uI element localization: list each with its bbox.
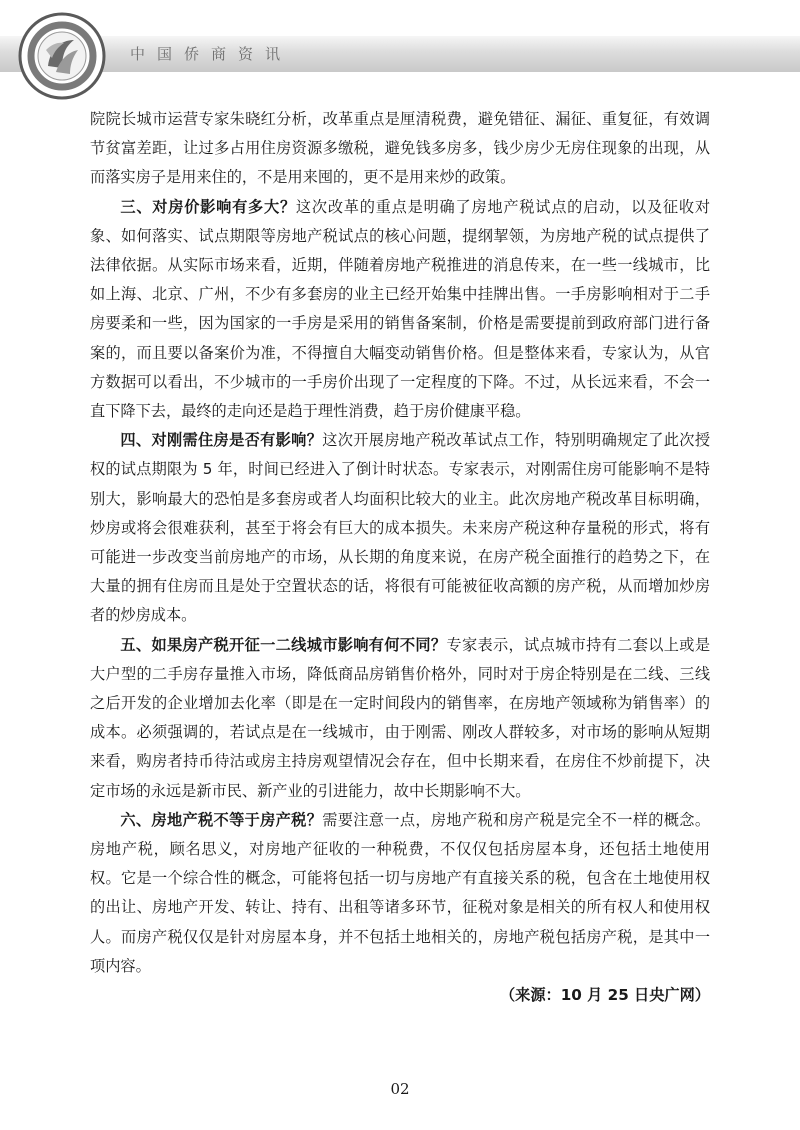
paragraph-text: 需要注意一点，房地产税和房产税是完全不一样的概念。房地产税，顾名思义，对房地产征收的一种税费，不仅仅包括房屋本身，还包括土地使用权。它是一个综合性的概念，可能将包括一切与房地产有直接关系的税，包含在土地使用权的出让、房地产开发、转让、持有、出租等诸多环节，征税对象是相关的所有权人和使用权人。而房产税仅仅是针对房屋本身，并不包括土地相关的，房地产税包括房产税，是其中一项内容。 bbox=[90, 810, 711, 975]
paragraph-text: 这次改革的重点是明确了房地产税试点的启动，以及征收对象、如何落实、试点期限等房地产税试点的核心问题，提纲挈领，为房地产税的试点提供了法律依据。从实际市场来看，近期，伴随着房地产税推进的消息传来，在一些一线城市，比如上海、北京、广州，不少有多套房的业主已经开始集中挂牌出售。一手房影响相对于二手房要柔和一些，因为国家的一手房是采用的销售备案制，价格是需要提前到政府部门进行备案的，而且要以备案价为准，不得擅自大幅变动销售价格。但是整体来看，专家认为，从官方数据可以看出，不少城市的一手房价出现了一定程度的下降。不过，从长远来看，不会一直下降下去，最终的走向还是趋于理性消费，趋于房价健康平稳。 bbox=[90, 197, 711, 421]
article-body bbox=[90, 105, 710, 1010]
header-title: 中国侨商资讯 bbox=[130, 45, 293, 63]
paragraph-text: 专家表示，试点城市持有二套以上或是大户型的二手房存量推入市场，降低商品房销售价格外，同时对于房企特别是在二线、三线之后开发的企业增加去化率（即是在一定时间段内的销售率，在房地产领域称为销售率）的成本。必须强调的，若试点是在一线城市，由于刚需、刚改人群较多，对市场的影响从短期来看，购房者持币待沽或房主持房观望情况会存在，但中长期来看，在房住不炒前提下，决定市场的永远是新市民、新产业的引进能力，故中长期影响不大。 bbox=[90, 635, 711, 800]
section-heading: 六、房地产税不等于房产税？ bbox=[120, 810, 323, 829]
section-heading: 五、如果房产税开征一二线城市影响有何不同？ bbox=[120, 635, 447, 654]
paragraph-rigid-demand bbox=[90, 426, 710, 630]
paragraph-city-tiers bbox=[90, 631, 710, 806]
paragraph-text: 这次开展房地产税改革试点工作，特别明确规定了此次授权的试点期限为 5 年，时间已经进入了倒计时状态。专家表示，对刚需住房可能影响不是特别大，影响最大的恐怕是多套房或者人均面积比较大的业主。此次房地产税改革目标明确，炒房或将会很难获利，甚至于将会有巨大的成本损失。未来房产税这种存量税的形式，将有可能进一步改变当前房地产的市场，从长期的角度来说，在房产税全面推行的趋势之下，在大量的拥有住房而且是处于空置状态的话，将很有可能被征收高额的房产税，从而增加炒房者的炒房成本。 bbox=[90, 431, 711, 625]
paragraph-tax-difference bbox=[90, 806, 710, 981]
source-citation: （来源：10 月 25 日央广网） bbox=[499, 986, 710, 1005]
header-band bbox=[0, 36, 800, 72]
page-number: 02 bbox=[390, 1080, 410, 1098]
paragraph-price-impact bbox=[90, 193, 710, 427]
logo-emblem bbox=[16, 10, 108, 102]
section-heading: 四、对刚需住房是否有影响？ bbox=[120, 431, 323, 450]
section-heading: 三、对房价影响有多大？ bbox=[120, 197, 296, 216]
paragraph-continued: 院院长城市运营专家朱晓红分析，改革重点是厘清税费，避免错征、漏征、重复征，有效调节贫富差距，让过多占用住房资源多缴税，避免钱多房多，钱少房少无房住现象的出现，从而落实房子是用来住的，不是用来囤的，更不是用来炒的政策。 bbox=[90, 110, 710, 187]
